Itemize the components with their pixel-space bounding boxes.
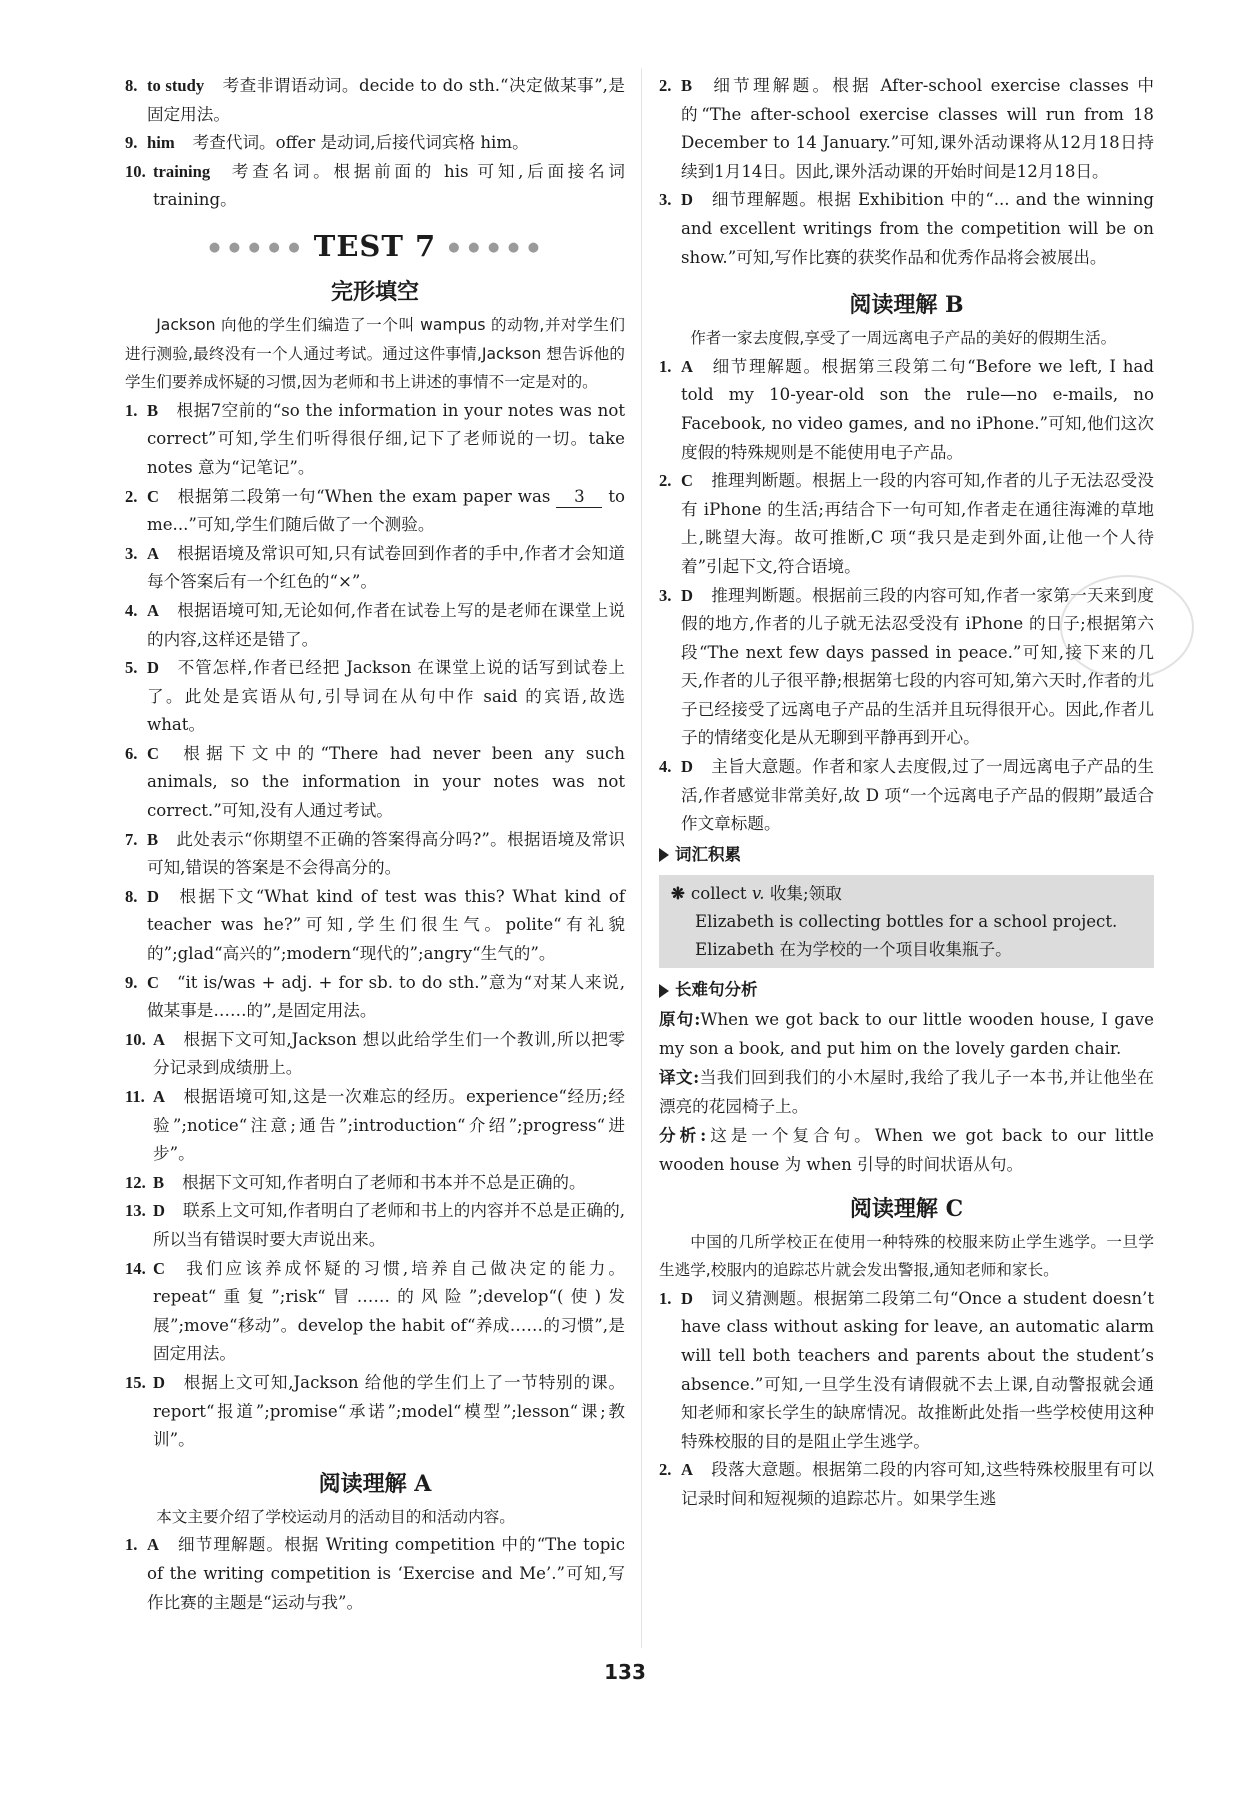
blank-number: 3 xyxy=(556,487,602,508)
right-column xyxy=(659,72,1154,1514)
vocab-pos: v. xyxy=(751,884,765,904)
list-item: 10. A 根据下文可知,Jackson 想以此给学生们一个教训,所以把零分记录到成绩册上。 xyxy=(125,1029,625,1078)
list-item: 15. D 根据上文可知,Jackson 给他的学生们上了一节特别的课。report“报道”;promise“承诺”;model“模型”;lesson“课;教训”。 xyxy=(125,1372,625,1450)
answer: him xyxy=(147,133,175,153)
column-divider xyxy=(641,68,642,1648)
answer: to study xyxy=(147,76,205,95)
list-item: 4. D 主旨大意题。作者和家人去度假,过了一周远离电子产品的生活,作者感觉非常美好,故 D 项“一个远离电子产品的假期”最适合作文章标题。 xyxy=(659,757,1154,834)
section-summary: 本文主要介绍了学校运动月的活动目的和活动内容。 xyxy=(156,1507,515,1526)
section-summary: Jackson 向他的学生们编造了一个叫 wampus 的动物,并对学生们进行测验,最终没有一个人通过考试。通过这件事情,Jackson 想告诉他的学生们要养成怀疑的习惯,因为老师和书上讲述的事情不一定是对的。 xyxy=(125,315,625,392)
list-item: 14. C 我们应该养成怀疑的习惯,培养自己做决定的能力。repeat“重复”;risk“冒……的风险”;develop“(使)发展”;move“移动”。develop the habit of“养成……的习惯”,是固定用法。 xyxy=(125,1258,625,1364)
list-item: 12. B 根据下文可知,作者明白了老师和书本并不总是正确的。 xyxy=(125,1172,586,1192)
vocab-word: collect xyxy=(690,884,747,904)
list-item xyxy=(125,129,625,158)
star-icon: ❋ xyxy=(671,883,685,904)
list-item: 2. A 段落大意题。根据第二段的内容可知,这些特殊校服里有可以记录时间和短视频的追踪芯片。如果学生逃 xyxy=(659,1460,1154,1508)
list-item: 3. D 细节理解题。根据 Exhibition 中的“... and the winning and excellent writings from the competition will be on show.”可知,写作比赛的获奖作品和优秀作品将会被展出。 xyxy=(659,190,1154,267)
explanation: 考查名词。根据前面的 his 可知,后面接名词 training。 xyxy=(153,161,625,210)
list-item: 9. C “it is/was + adj. + for sb. to do sth.”意为“对某人来说,做某事是……的”,是固定用法。 xyxy=(125,972,625,1021)
list-item: 11. A 根据语境可知,这是一次难忘的经历。experience“经历;经验”;notice“注意;通告”;introduction“介绍”;progress“进步”。 xyxy=(125,1087,625,1164)
stamp-watermark xyxy=(1060,575,1194,679)
sentence-translation: 译文:当我们回到我们的小木屋时,我给了我儿子一本书,并让他坐在漂亮的花园椅子上。 xyxy=(659,1067,1154,1116)
item-number: 10. xyxy=(125,161,146,181)
vocab-meaning: 收集;领取 xyxy=(769,884,842,904)
list-item: 8. D 根据下文“What kind of test was this? What kind of teacher was he?”可知,学生们很生气。polite“有礼貌的”;glad“高兴的”;modern“现代的”;angry“生气的”。 xyxy=(125,886,625,964)
list-item: 3. A 根据语境及常识可知,只有试卷回到作者的手中,作者才会知道每个答案后有一个红色的“×”。 xyxy=(125,543,625,592)
section-title-cloze: 完形填空 xyxy=(330,278,419,305)
explanation: 考查非谓语动词。decide to do sth.“决定做某事”,是固定用法。 xyxy=(147,76,626,124)
list-item: 13. D 联系上文可知,作者明白了老师和书上的内容并不总是正确的,所以当有错误时要大声说出来。 xyxy=(125,1201,625,1249)
section-title-reading-c: 阅读理解 C xyxy=(849,1195,964,1222)
list-item: 1. B 根据7空前的“so the information in your notes was not correct”可知,学生们听得很仔细,记下了老师说的一切。take notes 意为“记笔记”。 xyxy=(125,400,625,477)
list-item: 6. C 根据下文中的“There had never been any such animals, so the information in your notes was not correct.”可知,没有人通过考试。 xyxy=(125,743,625,821)
list-item: 2. B 细节理解题。根据 After-school exercise classes 中的“The after-school exercise classes will run from 18 December to 14 January.”可知,课外活动课将从12月18日持续到1月14日。因此,课外活动课的开始时间是12月18日。 xyxy=(659,76,1154,181)
list-item: 1. A 细节理解题。根据 Writing competition 中的“The topic of the writing competition is ‘Exercise and Me’.”可知,写作比赛的主题是“运动与我”。 xyxy=(125,1535,625,1612)
list-item: 4. A 根据语境可知,无论如何,作者在试卷上写的是老师在课堂上说的内容,这样还是错了。 xyxy=(125,600,625,649)
explanation: 考查代词。offer 是动词,后接代词宾格 him。 xyxy=(192,133,529,153)
sentence-heading: 长难句分析 xyxy=(659,976,1154,1005)
dots-decoration: ● ● ● ● ● xyxy=(208,239,302,255)
vocab-box xyxy=(659,875,1154,968)
sentence-analysis: 分析:这是一个复合句。When we got back to our little wooden house 为 when 引导的时间状语从句。 xyxy=(659,1125,1154,1174)
item-number: 8. xyxy=(125,76,138,95)
test-title: ● ● ● ● ● TEST 7 ● ● ● ● ● xyxy=(208,228,542,263)
list-item: 5. D 不管怎样,作者已经把 Jackson 在课堂上说的话写到试卷上了。此处是宾语从句,引导词在从句中作 said 的宾语,故选 what。 xyxy=(125,658,625,735)
section-summary: 中国的几所学校正在使用一种特殊的校服来防止学生逃学。一旦学生逃学,校服内的追踪芯片就会发出警报,通知老师和家长。 xyxy=(659,1232,1154,1280)
list-item xyxy=(125,72,625,129)
item-number: 9. xyxy=(125,133,138,153)
list-item: 7. B 此处表示“你期望不正确的答案得高分吗?”。根据语境及常识可知,错误的答案是不会得高分的。 xyxy=(125,829,625,878)
triangle-icon xyxy=(659,984,669,998)
list-item: 1. D 词义猜测题。根据第二段第二句“Once a student doesn’t have class without asking for leave, an automatic alarm will tell both teachers and parents about the student’s absence.”可知,一旦学生没有请假就不去上课,自动警报就会通知老师和家长学生的缺席情况。故推断此处指一些学校使用这种特殊校服的目的是阻止学生逃学。 xyxy=(659,1288,1154,1451)
section-title-reading-b: 阅读理解 B xyxy=(849,292,964,319)
section-summary: 作者一家去度假,享受了一周远离电子产品的美好的假期生活。 xyxy=(690,329,1117,348)
list-item: 3. D 推理判断题。根据前三段的内容可知,作者一家第一天来到度假的地方,作者的儿子就无法忍受没有 iPhone 的日子;根据第六段“The next few days passed in peace.”可知,接下来的几天,作者的儿子很平静;根据第七段的内容可知,第六天时,作者的儿子已经接受了远离电子产品的生活并且玩得很开心。因此,作者儿子的情绪变化是从无聊到平静再到开心。 xyxy=(659,585,1154,748)
section-title-reading-a: 阅读理解 A xyxy=(318,1470,432,1497)
dots-decoration: ● ● ● ● ● xyxy=(448,239,542,255)
list-item: 1. A 细节理解题。根据第三段第二句“Before we left, I had told my 10-year-old son the rule—no e-mails, no Facebook, no video games, and no iPhone.”可知,他们这次度假的特殊规则是不能使用电子产品。 xyxy=(659,356,1154,462)
list-item: 2. C 推理判断题。根据上一段的内容可知,作者的儿子无法忍受没有 iPhone 的生活;再结合下一句可知,作者走在通往海滩的草地上,眺望大海。故可推断,C 项“我只是走到外面,让他一个人待着”引起下文,符合语境。 xyxy=(659,471,1154,576)
list-item xyxy=(125,158,625,215)
vocab-example-en: Elizabeth is collecting bottles for a school project. xyxy=(695,912,1118,932)
vocab-example-zh: Elizabeth 在为学校的一个项目收集瓶子。 xyxy=(695,940,1012,960)
list-item: 2. C 根据第二段第一句“When the exam paper was 3 to me...”可知,学生们随后做了一个测验。 xyxy=(125,486,625,535)
left-column xyxy=(125,72,625,1617)
sentence-original: 原句:When we got back to our little wooden house, I gave my son a book, and put him on the lovely garden chair. xyxy=(659,1009,1154,1058)
triangle-icon xyxy=(659,848,669,862)
page-number: 133 xyxy=(604,1660,646,1684)
answer: training xyxy=(153,161,211,181)
vocab-heading: 词汇积累 xyxy=(659,841,1154,870)
